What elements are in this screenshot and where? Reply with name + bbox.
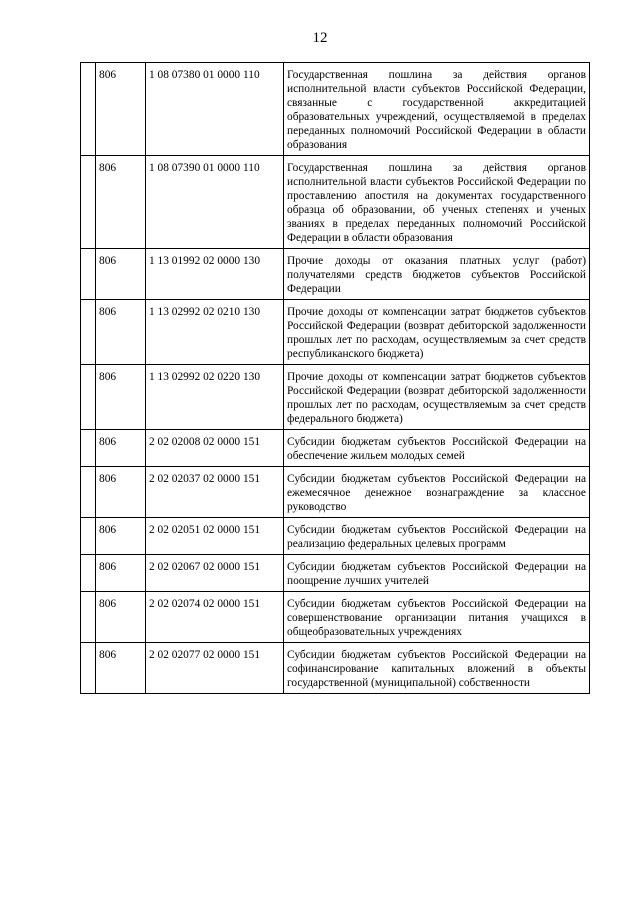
admin-code: 806 <box>96 365 146 430</box>
admin-code: 806 <box>96 300 146 365</box>
admin-code: 806 <box>96 63 146 156</box>
table-row <box>81 156 590 249</box>
blank-cell <box>81 63 96 156</box>
table-row <box>81 643 590 694</box>
income-description: Прочие доходы от компенсации затрат бюджетов субъектов Российской Федерации (возврат дебиторской задолженности прошлых лет по расходам, осуществляемым за счет средств федерального бюджета) <box>284 365 590 430</box>
budget-code: 2 02 02067 02 0000 151 <box>146 555 284 592</box>
page-number: 12 <box>312 30 328 46</box>
budget-code: 2 02 02051 02 0000 151 <box>146 518 284 555</box>
admin-code: 806 <box>96 156 146 249</box>
budget-code: 2 02 02077 02 0000 151 <box>146 643 284 694</box>
budget-code: 1 13 02992 02 0220 130 <box>146 365 284 430</box>
table-row <box>81 63 590 156</box>
blank-cell <box>81 555 96 592</box>
blank-cell <box>81 643 96 694</box>
budget-code: 1 08 07380 01 0000 110 <box>146 63 284 156</box>
admin-code: 806 <box>96 467 146 518</box>
income-description: Государственная пошлина за действия органов исполнительной власти субъектов Российской Федерации по проставлению апостиля на документах государственного образца об образовании, об ученых степенях и ученых званиях в пределах переданных полномочий Российской Федерации в области образования <box>284 156 590 249</box>
blank-cell <box>81 430 96 467</box>
table-body <box>81 63 590 694</box>
income-description: Субсидии бюджетам субъектов Российской Федерации на реализацию федеральных целевых программ <box>284 518 590 555</box>
table-row <box>81 365 590 430</box>
admin-code: 806 <box>96 555 146 592</box>
blank-cell <box>81 156 96 249</box>
budget-code: 2 02 02008 02 0000 151 <box>146 430 284 467</box>
table-row <box>81 518 590 555</box>
budget-code: 1 13 02992 02 0210 130 <box>146 300 284 365</box>
blank-cell <box>81 300 96 365</box>
blank-cell <box>81 467 96 518</box>
table-row <box>81 592 590 643</box>
blank-cell <box>81 518 96 555</box>
table-row <box>81 249 590 300</box>
blank-cell <box>81 592 96 643</box>
budget-code: 1 13 01992 02 0000 130 <box>146 249 284 300</box>
blank-cell <box>81 249 96 300</box>
table-row <box>81 430 590 467</box>
blank-cell <box>81 365 96 430</box>
admin-code: 806 <box>96 430 146 467</box>
income-description: Субсидии бюджетам субъектов Российской Федерации на поощрение лучших учителей <box>284 555 590 592</box>
income-description: Государственная пошлина за действия органов исполнительной власти субъектов Российской Федерации, связанные с государственной аккредитацией образовательных учреждений, осуществляемой в пределах переданных полномочий Российской Федерации в области образования <box>284 63 590 156</box>
budget-code: 1 08 07390 01 0000 110 <box>146 156 284 249</box>
income-description: Субсидии бюджетам субъектов Российской Федерации на ежемесячное денежное вознаграждение за классное руководство <box>284 467 590 518</box>
table-row <box>81 467 590 518</box>
budget-code: 2 02 02037 02 0000 151 <box>146 467 284 518</box>
table-row <box>81 300 590 365</box>
admin-code: 806 <box>96 518 146 555</box>
admin-code: 806 <box>96 643 146 694</box>
table-row <box>81 555 590 592</box>
income-description: Прочие доходы от оказания платных услуг (работ) получателями средств бюджетов субъектов Российской Федерации <box>284 249 590 300</box>
income-description: Прочие доходы от компенсации затрат бюджетов субъектов Российской Федерации (возврат дебиторской задолженности прошлых лет по расходам, осуществляемым за счет средств республиканского бюджета) <box>284 300 590 365</box>
income-description: Субсидии бюджетам субъектов Российской Федерации на софинансирование капитальных вложений в объекты государственной (муниципальной) собственности <box>284 643 590 694</box>
admin-code: 806 <box>96 592 146 643</box>
income-description: Субсидии бюджетам субъектов Российской Федерации на совершенствование организации питания учащихся в общеобразовательных учреждениях <box>284 592 590 643</box>
budget-classification-table <box>80 62 590 694</box>
budget-code: 2 02 02074 02 0000 151 <box>146 592 284 643</box>
income-description: Субсидии бюджетам субъектов Российской Федерации на обеспечение жильем молодых семей <box>284 430 590 467</box>
admin-code: 806 <box>96 249 146 300</box>
